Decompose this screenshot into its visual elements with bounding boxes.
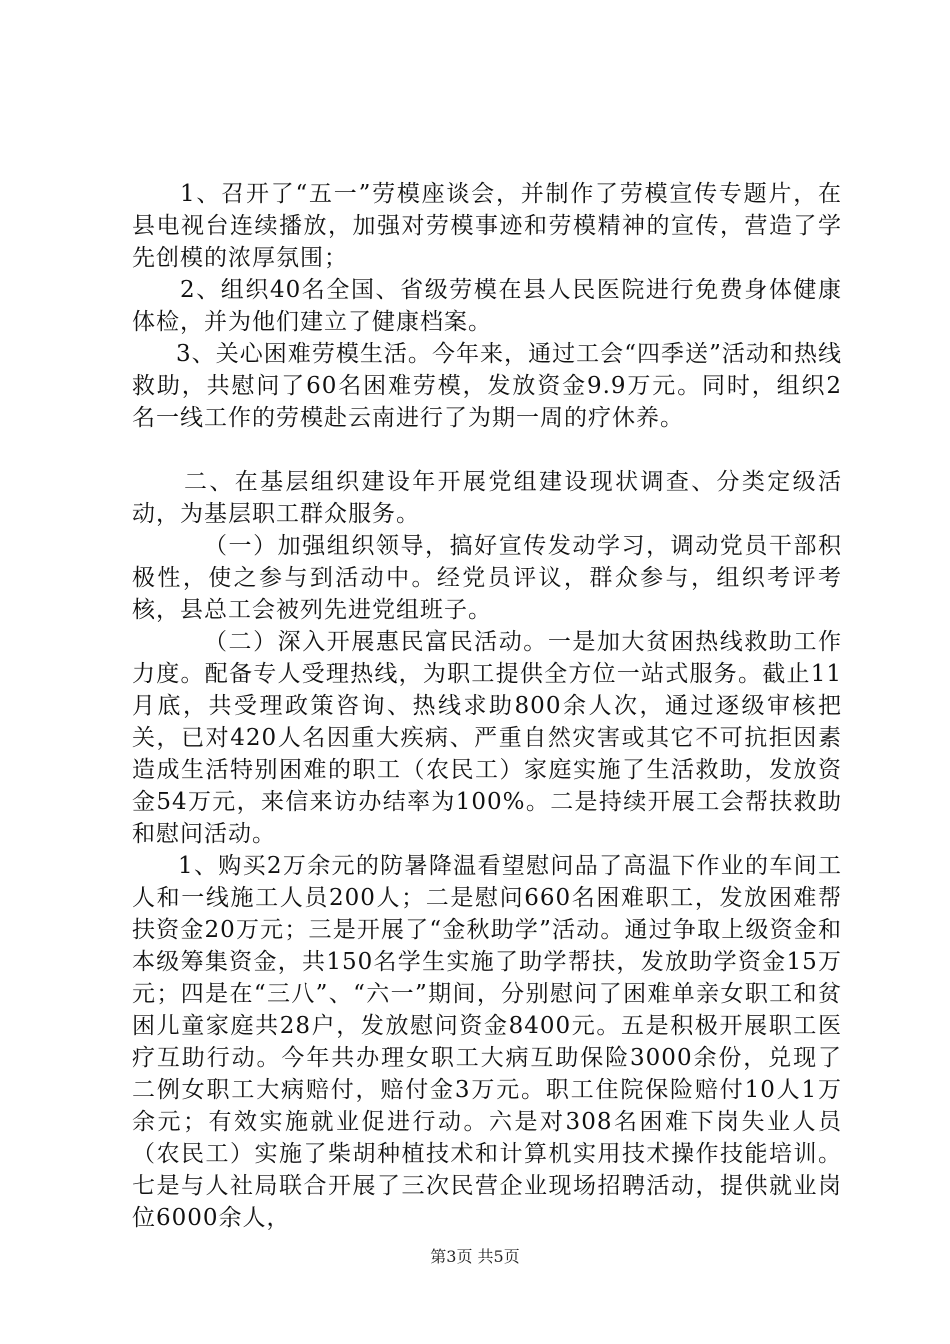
document-body — [132, 178, 842, 1234]
paragraph-care-for-model-workers: 3、关心困难劳模生活。今年来，通过工会“四季送”活动和热线救助，共慰问了60名困难劳模，发放资金9.9万元。同时，组织2名一线工作的劳模赴云南进行了为期一周的疗休养。 — [132, 341, 842, 431]
page-number-footer: 第3页 共5页 — [430, 1247, 520, 1266]
section-heading-grassroots: 二、在基层组织建设年开展党组建设现状调查、分类定级活动，为基层职工群众服务。 — [132, 469, 842, 527]
paragraph-relief-activities: 1、购买2万余元的防暑降温看望慰问品了高温下作业的车间工人和一线施工人员200人；二是慰问660名困难职工，发放困难帮扶资金20万元；三是开展了“金秋助学”活动。通过争取上级资金和本级筹集资金，共150名学生实施了助学帮扶，发放助学资金15万元；四是在“三八”、“六一”期间，分别慰问了困难单亲女职工和贫困儿童家庭共28户，发放慰问资金8400元。五是积极开展职工医疗互助行动。今年共办理女职工大病互助保险3000余份，兑现了二例女职工大病赔付，赔付金3万元。职工住院保险赔付10人1万余元；有效实施就业促进行动。六是对308名困难下岗失业人员（农民工）实施了柴胡种植技术和计算机实用技术操作技能培训。七是与人社局联合开展了三次民营企业现场招聘活动，提供就业岗位6000余人， — [132, 853, 842, 1231]
paragraph-health-checkup: 2、组织40名全国、省级劳模在县人民医院进行免费身体健康体检，并为他们建立了健康档案。 — [132, 277, 842, 335]
paragraph-organization-leadership: （一）加强组织领导，搞好宣传发动学习，调动党员干部积极性，使之参与到活动中。经党员评议，群众参与，组织考评考核，县总工会被列先进党组班子。 — [132, 533, 842, 623]
paragraph-model-workers-forum: 1、召开了“五一”劳模座谈会，并制作了劳模宣传专题片，在县电视台连续播放，加强对劳模事迹和劳模精神的宣传，营造了学先创模的浓厚氛围； — [132, 181, 842, 271]
paragraph-benefit-people: （二）深入开展惠民富民活动。一是加大贫困热线救助工作力度。配备专人受理热线，为职工提供全方位一站式服务。截止11月底，共受理政策咨询、热线求助800余人次，通过逐级审核把关，已对420人名因重大疾病、严重自然灾害或其它不可抗拒因素造成生活特别困难的职工（农民工）家庭实施了生活救助，发放资金54万元，来信来访办结率为100%。二是持续开展工会帮扶救助和慰问活动。 — [132, 629, 842, 847]
